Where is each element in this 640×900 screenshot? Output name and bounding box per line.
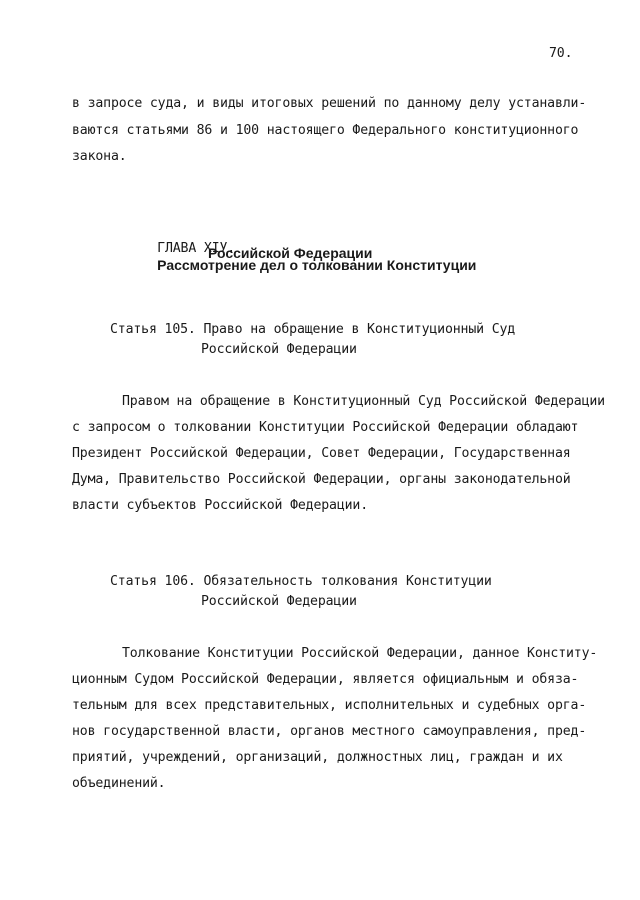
article-105-body-line-1: Правом на обращение в Конституционный Суд Российской Федерации — [122, 394, 605, 409]
page-number: 70. — [549, 46, 573, 61]
article-105-heading: Статья 105. Право на обращение в Конституционный Суд — [110, 322, 516, 337]
article-106-body-line-5: приятий, учреждений, организаций, должностных лиц, граждан и их — [72, 750, 563, 765]
article-105-body-line-3: Президент Российской Федерации, Совет Федерации, Государственная — [72, 446, 571, 461]
article-106-body-line-1: Толкование Конституции Российской Федерации, данное Конститу- — [122, 646, 598, 661]
chapter-title-line-2: Российской Федерации — [208, 245, 373, 261]
chapter-prefix: ГЛАВА XIУ. — [157, 241, 236, 256]
intro-line-2: ваются статьями 86 и 100 настоящего Федерального конституционного — [72, 123, 579, 138]
intro-line-3: закона. — [72, 149, 127, 164]
article-105-body-line-4: Дума, Правительство Российской Федерации, органы законодательной — [72, 472, 571, 487]
chapter-title-line-1: Рассмотрение дел о толковании Конституции — [157, 257, 477, 273]
article-106-body-line-4: нов государственной власти, органов местного самоуправления, пред- — [72, 724, 587, 739]
article-105-body-line-5: власти субъектов Российской Федерации. — [72, 498, 369, 513]
article-105-body-line-2: с запросом о толковании Конституции Российской Федерации обладают — [72, 420, 579, 435]
article-106-heading: Статья 106. Обязательность толкования Конституции — [110, 574, 492, 589]
article-106-body-line-3: тельным для всех представительных, исполнительных и судебных орга- — [72, 698, 587, 713]
article-106-heading-line-2: Российской Федерации — [201, 594, 357, 609]
article-106-body-line-6: объединений. — [72, 776, 166, 791]
intro-line-1: в запросе суда, и виды итоговых решений по данному делу устанавли- — [72, 96, 587, 111]
article-105-heading-line-2: Российской Федерации — [201, 342, 357, 357]
article-106-body-line-2: ционным Судом Российской Федерации, является официальным и обяза- — [72, 672, 579, 687]
